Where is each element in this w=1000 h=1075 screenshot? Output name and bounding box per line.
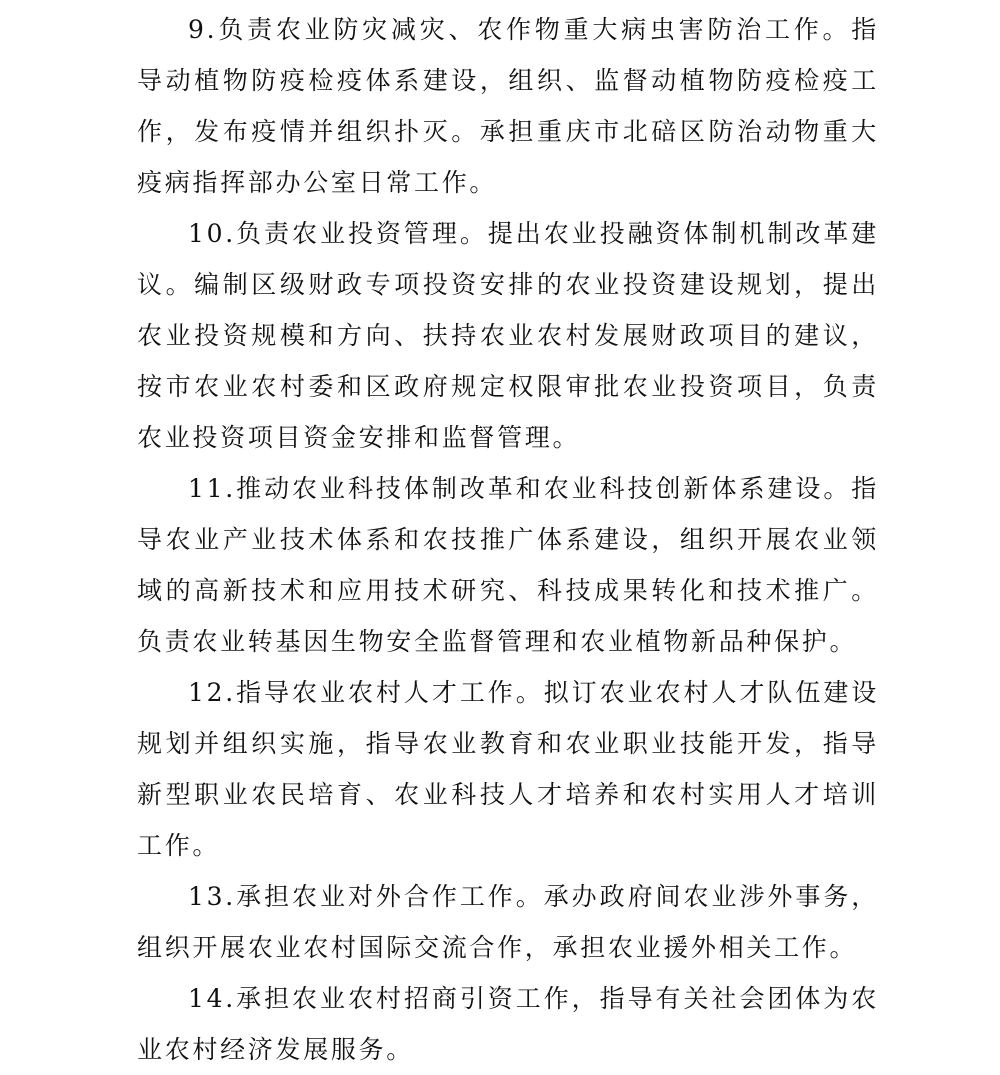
paragraph-item-9: 9.负责农业防灾减灾、农作物重大病虫害防治工作。指导动植物防疫检疫体系建设，组织、监督动植物防疫检疫工作，发布疫情并组织扑灭。承担重庆市北碚区防治动物重大疫病指挥部办公室日常工作。 — [137, 15, 879, 197]
paragraph-item-14: 14.承担农业农村招商引资工作，指导有关社会团体为农业农村经济发展服务。 — [137, 984, 879, 1064]
paragraph-item-12: 12.指导农业农村人才工作。拟订农业农村人才队伍建设规划并组织实施，指导农业教育和农业职业技能开发，指导新型职业农民培育、农业科技人才培养和农村实用人才培训工作。 — [137, 678, 879, 860]
paragraph-item-10: 10.负责农业投资管理。提出农业投融资体制机制改革建议。编制区级财政专项投资安排的农业投资建设规划，提出农业投资规模和方向、扶持农业农村发展财政项目的建议，按市农业农村委和区政府规定权限审批农业投资项目，负责农业投资项目资金安排和监督管理。 — [137, 219, 879, 452]
paragraph-item-11: 11.推动农业科技体制改革和农业科技创新体系建设。指导农业产业技术体系和农技推广体系建设，组织开展农业领域的高新技术和应用技术研究、科技成果转化和技术推广。负责农业转基因生物安全监督管理和农业植物新品种保护。 — [137, 474, 879, 656]
document-body — [137, 4, 879, 1075]
paragraph-item-13: 13.承担农业对外合作工作。承办政府间农业涉外事务，组织开展农业农村国际交流合作，承担农业援外相关工作。 — [137, 882, 879, 962]
